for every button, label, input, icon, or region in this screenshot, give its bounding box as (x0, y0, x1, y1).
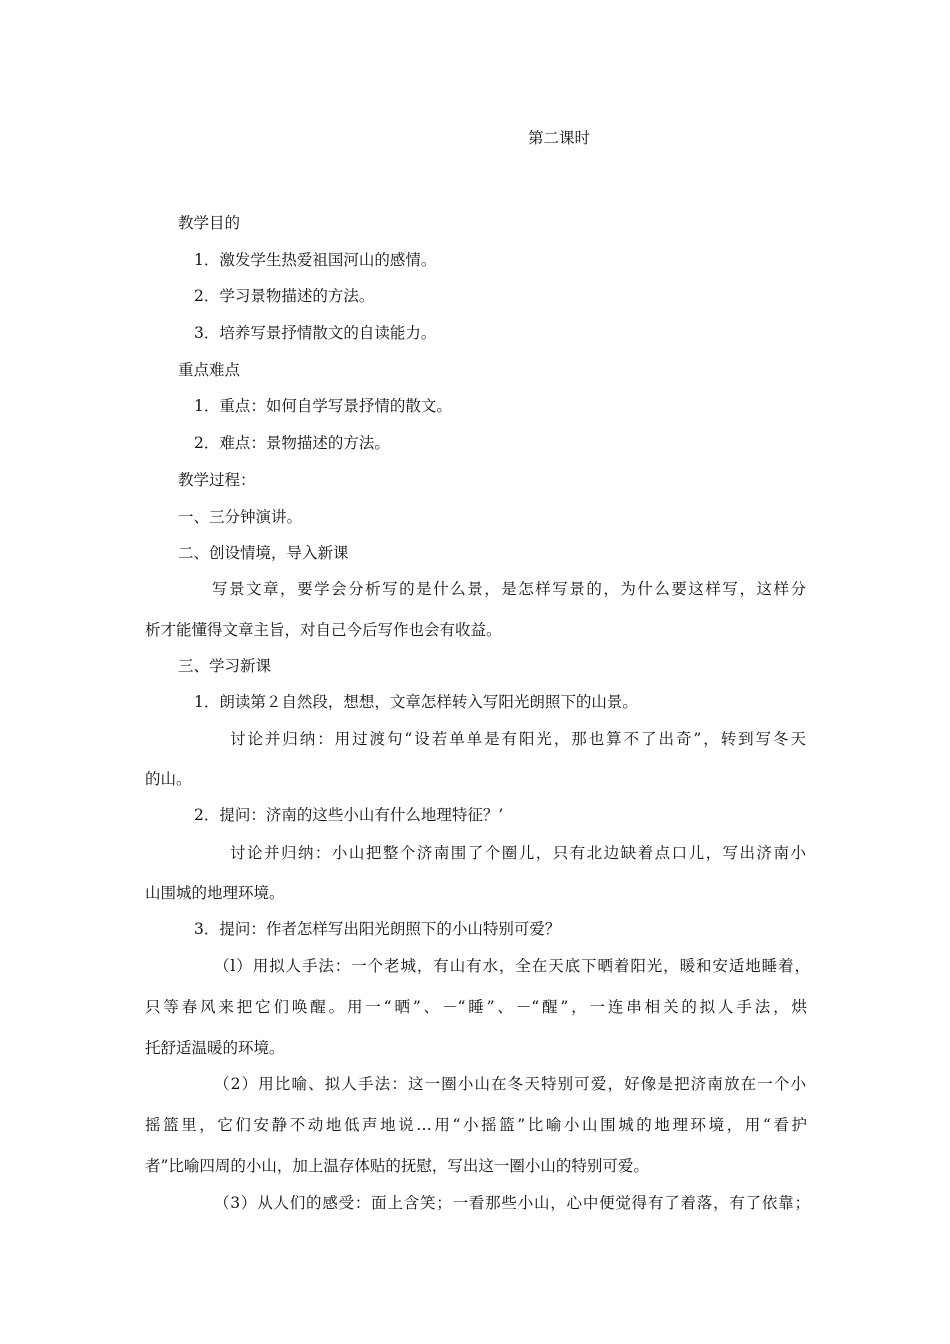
objective-item: 2．学习景物描述的方法。 (194, 287, 375, 305)
objective-item: 3．培养写景抒情散文的自读能力。 (194, 324, 437, 342)
paragraph-line: 讨论并归纳：小山把整个济南围了个圈儿，只有北边缺着点口儿，写出济南小 (230, 844, 806, 862)
paragraph-line: 者”比喻四周的小山，加上温存体贴的抚慰，写出这一圈小山的特别可爱。 (145, 1157, 649, 1175)
key-point-item: 2．难点：景物描述的方法。 (194, 434, 390, 452)
paragraph-line: 托舒适温暖的环境。 (145, 1039, 285, 1057)
key-point-item: 1．重点：如何自学写景抒情的散文。 (194, 397, 452, 415)
process-heading: 教学过程： (178, 471, 256, 489)
objectives-heading: 教学目的 (178, 214, 241, 232)
step-heading: 二、创设情境，导入新课 (178, 544, 349, 562)
question-item: 1．朗读第２自然段，想想，文章怎样转入写阳光朗照下的山景。 (194, 693, 638, 711)
key-points-heading: 重点难点 (178, 361, 241, 379)
paragraph-line: 写景文章，要学会分析写的是什么景，是怎样写景的，为什么要这样写，这样分 (212, 580, 806, 598)
paragraph-line: 的山。 (145, 770, 192, 788)
step-heading: 一、三分钟演讲。 (178, 508, 303, 526)
objective-item: 1．激发学生热爱祖国河山的感情。 (194, 251, 437, 269)
paragraph-line: 摇篮里，它们安静不动地低声地说…用“小摇篮”比喻小山围城的地理环境，用“看护 (145, 1116, 807, 1134)
paragraph-line: 析才能懂得文章主旨，对自己今后写作也会有收益。 (145, 621, 502, 639)
paragraph-line: 只等春风来把它们唤醒。用一“晒”、－“睡”、－“醒”，一连串相关的拟人手法，烘 (145, 998, 807, 1016)
paragraph-line: （l）用拟人手法：一个老城，有山有水，全在天底下晒着阳光，暖和安适地睡着， (214, 957, 810, 975)
question-item: 3．提问：作者怎样写出阳光朗照下的小山特别可爱？ (194, 920, 561, 938)
page-title: 第二课时 (528, 129, 591, 147)
paragraph-line: （3）从人们的感受：面上含笑；一看那些小山，心中便觉得有了着落，有了依靠； (214, 1194, 810, 1212)
step-heading: 三、学习新课 (178, 657, 272, 675)
paragraph-line: 山围城的地理环境。 (145, 884, 285, 902)
paragraph-line: 讨论并归纳：用过渡句“设若单单是有阳光，那也算不了出奇”，转到写冬天 (230, 730, 806, 748)
question-item: 2．提问：济南的这些小山有什么地理特征？’ (194, 806, 504, 824)
paragraph-line: （2）用比喻、拟人手法：这一圈小山在冬天特别可爱，好像是把济南放在一个小 (214, 1075, 806, 1093)
